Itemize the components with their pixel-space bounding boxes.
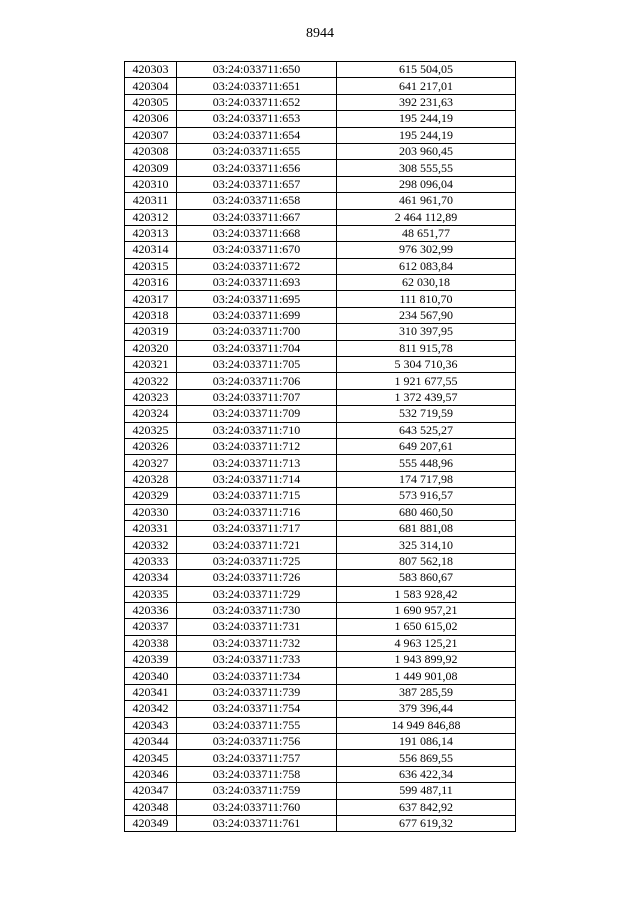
value-cell: 615 504,05: [337, 62, 516, 78]
value-cell: 643 525,27: [337, 422, 516, 438]
cadastral-number-cell: 03:24:033711:716: [177, 504, 337, 520]
value-cell: 680 460,50: [337, 504, 516, 520]
row-number-cell: 420325: [125, 422, 177, 438]
table-row: [125, 406, 516, 422]
table-row: [125, 750, 516, 766]
table-row: [125, 275, 516, 291]
row-number-cell: 420318: [125, 307, 177, 323]
value-cell: 649 207,61: [337, 438, 516, 454]
cadastral-number-cell: 03:24:033711:651: [177, 78, 337, 94]
table-row: [125, 537, 516, 553]
value-cell: 195 244,19: [337, 127, 516, 143]
cadastral-number-cell: 03:24:033711:706: [177, 373, 337, 389]
table-row: [125, 570, 516, 586]
value-cell: 387 285,59: [337, 684, 516, 700]
table-row: [125, 701, 516, 717]
table-row: [125, 62, 516, 78]
table-row: [125, 652, 516, 668]
value-cell: 5 304 710,36: [337, 357, 516, 373]
table-row: [125, 488, 516, 504]
row-number-cell: 420330: [125, 504, 177, 520]
value-cell: 811 915,78: [337, 340, 516, 356]
row-number-cell: 420319: [125, 324, 177, 340]
value-cell: 641 217,01: [337, 78, 516, 94]
row-number-cell: 420337: [125, 619, 177, 635]
value-cell: 1 943 899,92: [337, 652, 516, 668]
cadastral-number-cell: 03:24:033711:759: [177, 783, 337, 799]
table-row: [125, 783, 516, 799]
value-cell: 203 960,45: [337, 143, 516, 159]
table-row: [125, 520, 516, 536]
cadastral-number-cell: 03:24:033711:729: [177, 586, 337, 602]
value-cell: 612 083,84: [337, 258, 516, 274]
table-row: [125, 635, 516, 651]
value-cell: 195 244,19: [337, 111, 516, 127]
table-row: [125, 373, 516, 389]
cadastral-number-cell: 03:24:033711:658: [177, 193, 337, 209]
table-row: [125, 422, 516, 438]
table-row: [125, 127, 516, 143]
value-cell: 1 449 901,08: [337, 668, 516, 684]
table-row: [125, 471, 516, 487]
cadastral-number-cell: 03:24:033711:730: [177, 602, 337, 618]
value-cell: 461 961,70: [337, 193, 516, 209]
row-number-cell: 420316: [125, 275, 177, 291]
cadastral-number-cell: 03:24:033711:672: [177, 258, 337, 274]
row-number-cell: 420343: [125, 717, 177, 733]
row-number-cell: 420303: [125, 62, 177, 78]
row-number-cell: 420326: [125, 438, 177, 454]
value-cell: 111 810,70: [337, 291, 516, 307]
table-body: [125, 62, 516, 832]
value-cell: 1 690 957,21: [337, 602, 516, 618]
table-row: [125, 193, 516, 209]
cadastral-number-cell: 03:24:033711:726: [177, 570, 337, 586]
value-cell: 4 963 125,21: [337, 635, 516, 651]
cadastral-number-cell: 03:24:033711:693: [177, 275, 337, 291]
value-cell: 298 096,04: [337, 176, 516, 192]
row-number-cell: 420324: [125, 406, 177, 422]
row-number-cell: 420320: [125, 340, 177, 356]
row-number-cell: 420317: [125, 291, 177, 307]
table-row: [125, 340, 516, 356]
table-row: [125, 389, 516, 405]
cadastral-number-cell: 03:24:033711:709: [177, 406, 337, 422]
value-cell: 583 860,67: [337, 570, 516, 586]
value-cell: 1 372 439,57: [337, 389, 516, 405]
cadastral-number-cell: 03:24:033711:657: [177, 176, 337, 192]
row-number-cell: 420322: [125, 373, 177, 389]
cadastral-number-cell: 03:24:033711:734: [177, 668, 337, 684]
table-row: [125, 78, 516, 94]
row-number-cell: 420348: [125, 799, 177, 815]
row-number-cell: 420313: [125, 225, 177, 241]
table-row: [125, 357, 516, 373]
table-row: [125, 602, 516, 618]
value-cell: 1 583 928,42: [337, 586, 516, 602]
cadastral-number-cell: 03:24:033711:670: [177, 242, 337, 258]
cadastral-number-cell: 03:24:033711:760: [177, 799, 337, 815]
table-row: [125, 160, 516, 176]
table-row: [125, 766, 516, 782]
table-row: [125, 455, 516, 471]
row-number-cell: 420329: [125, 488, 177, 504]
table-row: [125, 225, 516, 241]
row-number-cell: 420305: [125, 94, 177, 110]
value-cell: 807 562,18: [337, 553, 516, 569]
cadastral-number-cell: 03:24:033711:761: [177, 815, 337, 831]
value-cell: 174 717,98: [337, 471, 516, 487]
cadastral-number-cell: 03:24:033711:652: [177, 94, 337, 110]
table-row: [125, 438, 516, 454]
row-number-cell: 420345: [125, 750, 177, 766]
row-number-cell: 420308: [125, 143, 177, 159]
cadastral-number-cell: 03:24:033711:700: [177, 324, 337, 340]
row-number-cell: 420321: [125, 357, 177, 373]
value-cell: 532 719,59: [337, 406, 516, 422]
cadastral-number-cell: 03:24:033711:653: [177, 111, 337, 127]
table-row: [125, 324, 516, 340]
row-number-cell: 420335: [125, 586, 177, 602]
row-number-cell: 420327: [125, 455, 177, 471]
table-row: [125, 504, 516, 520]
row-number-cell: 420304: [125, 78, 177, 94]
value-cell: 308 555,55: [337, 160, 516, 176]
cadastral-number-cell: 03:24:033711:714: [177, 471, 337, 487]
row-number-cell: 420315: [125, 258, 177, 274]
cadastral-value-table: [124, 61, 516, 832]
cadastral-number-cell: 03:24:033711:715: [177, 488, 337, 504]
row-number-cell: 420344: [125, 734, 177, 750]
value-cell: 636 422,34: [337, 766, 516, 782]
cadastral-number-cell: 03:24:033711:705: [177, 357, 337, 373]
page-number: 8944: [306, 26, 334, 41]
cadastral-number-cell: 03:24:033711:739: [177, 684, 337, 700]
table-row: [125, 734, 516, 750]
row-number-cell: 420309: [125, 160, 177, 176]
cadastral-number-cell: 03:24:033711:725: [177, 553, 337, 569]
value-cell: 379 396,44: [337, 701, 516, 717]
cadastral-number-cell: 03:24:033711:704: [177, 340, 337, 356]
table-row: [125, 799, 516, 815]
row-number-cell: 420307: [125, 127, 177, 143]
table-row: [125, 307, 516, 323]
cadastral-number-cell: 03:24:033711:757: [177, 750, 337, 766]
cadastral-number-cell: 03:24:033711:713: [177, 455, 337, 471]
cadastral-number-cell: 03:24:033711:699: [177, 307, 337, 323]
table-row: [125, 815, 516, 831]
row-number-cell: 420310: [125, 176, 177, 192]
table-row: [125, 111, 516, 127]
value-cell: 1 921 677,55: [337, 373, 516, 389]
value-cell: 14 949 846,88: [337, 717, 516, 733]
cadastral-number-cell: 03:24:033711:667: [177, 209, 337, 225]
row-number-cell: 420339: [125, 652, 177, 668]
row-number-cell: 420312: [125, 209, 177, 225]
value-cell: 48 651,77: [337, 225, 516, 241]
value-cell: 62 030,18: [337, 275, 516, 291]
cadastral-number-cell: 03:24:033711:755: [177, 717, 337, 733]
cadastral-number-cell: 03:24:033711:754: [177, 701, 337, 717]
table-row: [125, 553, 516, 569]
cadastral-number-cell: 03:24:033711:731: [177, 619, 337, 635]
cadastral-number-cell: 03:24:033711:710: [177, 422, 337, 438]
table-row: [125, 668, 516, 684]
table-row: [125, 176, 516, 192]
row-number-cell: 420341: [125, 684, 177, 700]
value-cell: 234 567,90: [337, 307, 516, 323]
row-number-cell: 420332: [125, 537, 177, 553]
value-cell: 325 314,10: [337, 537, 516, 553]
value-cell: 599 487,11: [337, 783, 516, 799]
row-number-cell: 420314: [125, 242, 177, 258]
cadastral-number-cell: 03:24:033711:656: [177, 160, 337, 176]
cadastral-number-cell: 03:24:033711:650: [177, 62, 337, 78]
value-cell: 2 464 112,89: [337, 209, 516, 225]
value-cell: 677 619,32: [337, 815, 516, 831]
value-cell: 191 086,14: [337, 734, 516, 750]
value-cell: 681 881,08: [337, 520, 516, 536]
cadastral-number-cell: 03:24:033711:707: [177, 389, 337, 405]
table-row: [125, 291, 516, 307]
table-row: [125, 242, 516, 258]
table-row: [125, 258, 516, 274]
value-cell: 573 916,57: [337, 488, 516, 504]
table-row: [125, 209, 516, 225]
row-number-cell: 420323: [125, 389, 177, 405]
value-cell: 637 842,92: [337, 799, 516, 815]
row-number-cell: 420349: [125, 815, 177, 831]
value-cell: 555 448,96: [337, 455, 516, 471]
table-row: [125, 94, 516, 110]
cadastral-number-cell: 03:24:033711:732: [177, 635, 337, 651]
row-number-cell: 420338: [125, 635, 177, 651]
row-number-cell: 420340: [125, 668, 177, 684]
value-cell: 310 397,95: [337, 324, 516, 340]
table-row: [125, 143, 516, 159]
row-number-cell: 420334: [125, 570, 177, 586]
row-number-cell: 420347: [125, 783, 177, 799]
cadastral-number-cell: 03:24:033711:756: [177, 734, 337, 750]
value-cell: 976 302,99: [337, 242, 516, 258]
cadastral-number-cell: 03:24:033711:733: [177, 652, 337, 668]
row-number-cell: 420331: [125, 520, 177, 536]
value-cell: 1 650 615,02: [337, 619, 516, 635]
row-number-cell: 420336: [125, 602, 177, 618]
cadastral-number-cell: 03:24:033711:654: [177, 127, 337, 143]
cadastral-number-cell: 03:24:033711:721: [177, 537, 337, 553]
cadastral-number-cell: 03:24:033711:712: [177, 438, 337, 454]
row-number-cell: 420311: [125, 193, 177, 209]
row-number-cell: 420342: [125, 701, 177, 717]
row-number-cell: 420333: [125, 553, 177, 569]
table-row: [125, 717, 516, 733]
cadastral-number-cell: 03:24:033711:717: [177, 520, 337, 536]
cadastral-number-cell: 03:24:033711:655: [177, 143, 337, 159]
value-cell: 556 869,55: [337, 750, 516, 766]
cadastral-number-cell: 03:24:033711:758: [177, 766, 337, 782]
table-row: [125, 619, 516, 635]
cadastral-number-cell: 03:24:033711:668: [177, 225, 337, 241]
table-row: [125, 586, 516, 602]
row-number-cell: 420346: [125, 766, 177, 782]
table-row: [125, 684, 516, 700]
cadastral-number-cell: 03:24:033711:695: [177, 291, 337, 307]
row-number-cell: 420306: [125, 111, 177, 127]
row-number-cell: 420328: [125, 471, 177, 487]
value-cell: 392 231,63: [337, 94, 516, 110]
